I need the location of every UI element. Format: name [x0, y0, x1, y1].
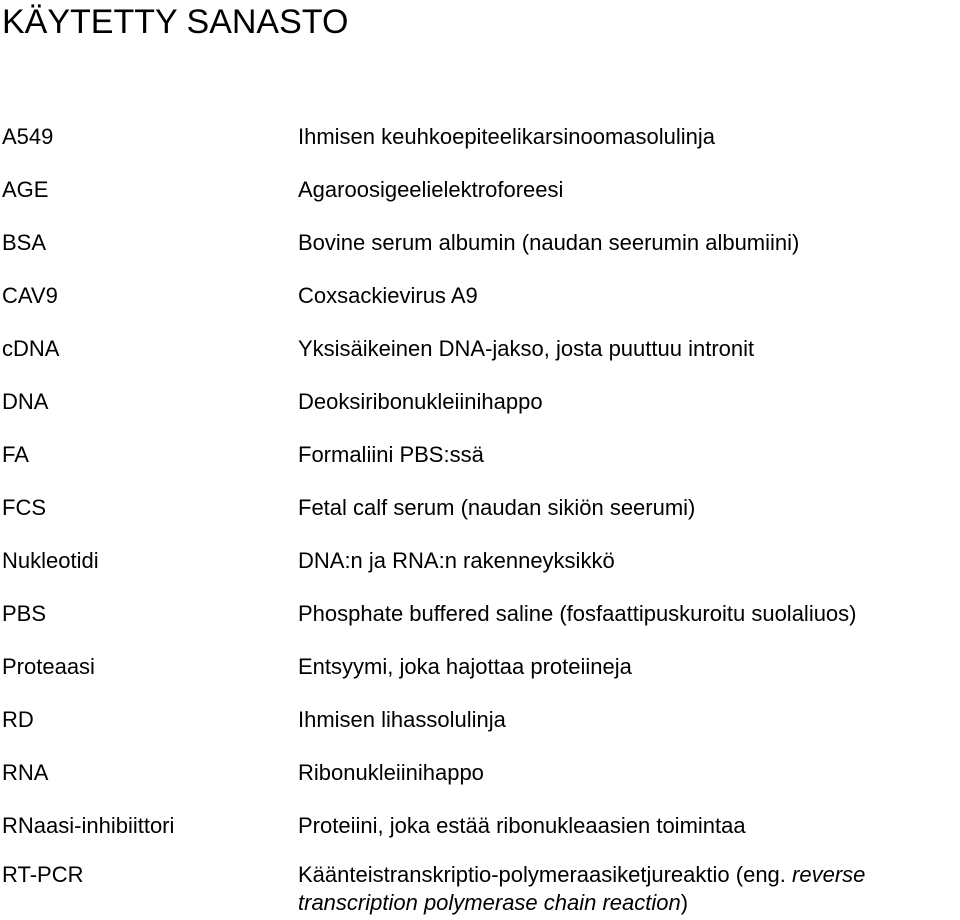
glossary-definition: Coxsackievirus A9 — [298, 283, 478, 308]
glossary-definition — [298, 861, 960, 917]
glossary-term: BSA — [2, 230, 47, 255]
glossary-definition: Deoksiribonukleiinihappo — [298, 389, 543, 414]
glossary-term: AGE — [2, 177, 49, 202]
definition-text: Käänteistranskriptio-polymeraasiketjureaktio (eng. — [298, 862, 793, 887]
glossary-term: RNaasi-inhibiittori — [2, 813, 175, 838]
definition-second-line — [298, 889, 960, 917]
glossary-term: cDNA — [2, 336, 60, 361]
glossary-definition: Formaliini PBS:ssä — [298, 442, 484, 467]
glossary-definition: Entsyymi, joka hajottaa proteiineja — [298, 654, 632, 679]
glossary-term: Nukleotidi — [2, 548, 99, 573]
glossary-definition: DNA:n ja RNA:n rakenneyksikkö — [298, 548, 615, 573]
glossary-term: RT-PCR — [2, 862, 84, 887]
glossary-definition: Bovine serum albumin (naudan seerumin albumiini) — [298, 230, 800, 255]
glossary-definition: Agaroosigeelielektroforeesi — [298, 177, 564, 202]
glossary-term: FCS — [2, 495, 46, 520]
page-title: KÄYTETTY SANASTO — [2, 3, 349, 41]
definition-italic-text: reverse — [792, 862, 866, 887]
glossary-term: CAV9 — [2, 283, 58, 308]
glossary-term: DNA — [2, 389, 49, 414]
glossary-definition: Yksisäikeinen DNA-jakso, josta puuttuu intronit — [298, 336, 755, 361]
glossary-definition: Ihmisen keuhkoepiteelikarsinoomasolulinja — [298, 124, 716, 149]
glossary-term: RNA — [2, 760, 49, 785]
glossary-term: RD — [2, 707, 34, 732]
glossary-term: PBS — [2, 601, 47, 626]
glossary-term: Proteaasi — [2, 654, 95, 679]
glossary-definition: Phosphate buffered saline (fosfaattipuskuroitu suolaliuos) — [298, 601, 857, 626]
glossary-term: FA — [2, 442, 29, 467]
glossary-definition: Proteiini, joka estää ribonukleaasien toimintaa — [298, 813, 746, 838]
definition-text: ) — [680, 890, 689, 915]
glossary-definition: Fetal calf serum (naudan sikiön seerumi) — [298, 495, 696, 520]
glossary-definition: Ihmisen lihassolulinja — [298, 707, 506, 732]
glossary-definition: Ribonukleiinihappo — [298, 760, 484, 785]
definition-italic-text: transcription polymerase chain reaction — [298, 890, 681, 915]
glossary-term: A549 — [2, 124, 54, 149]
